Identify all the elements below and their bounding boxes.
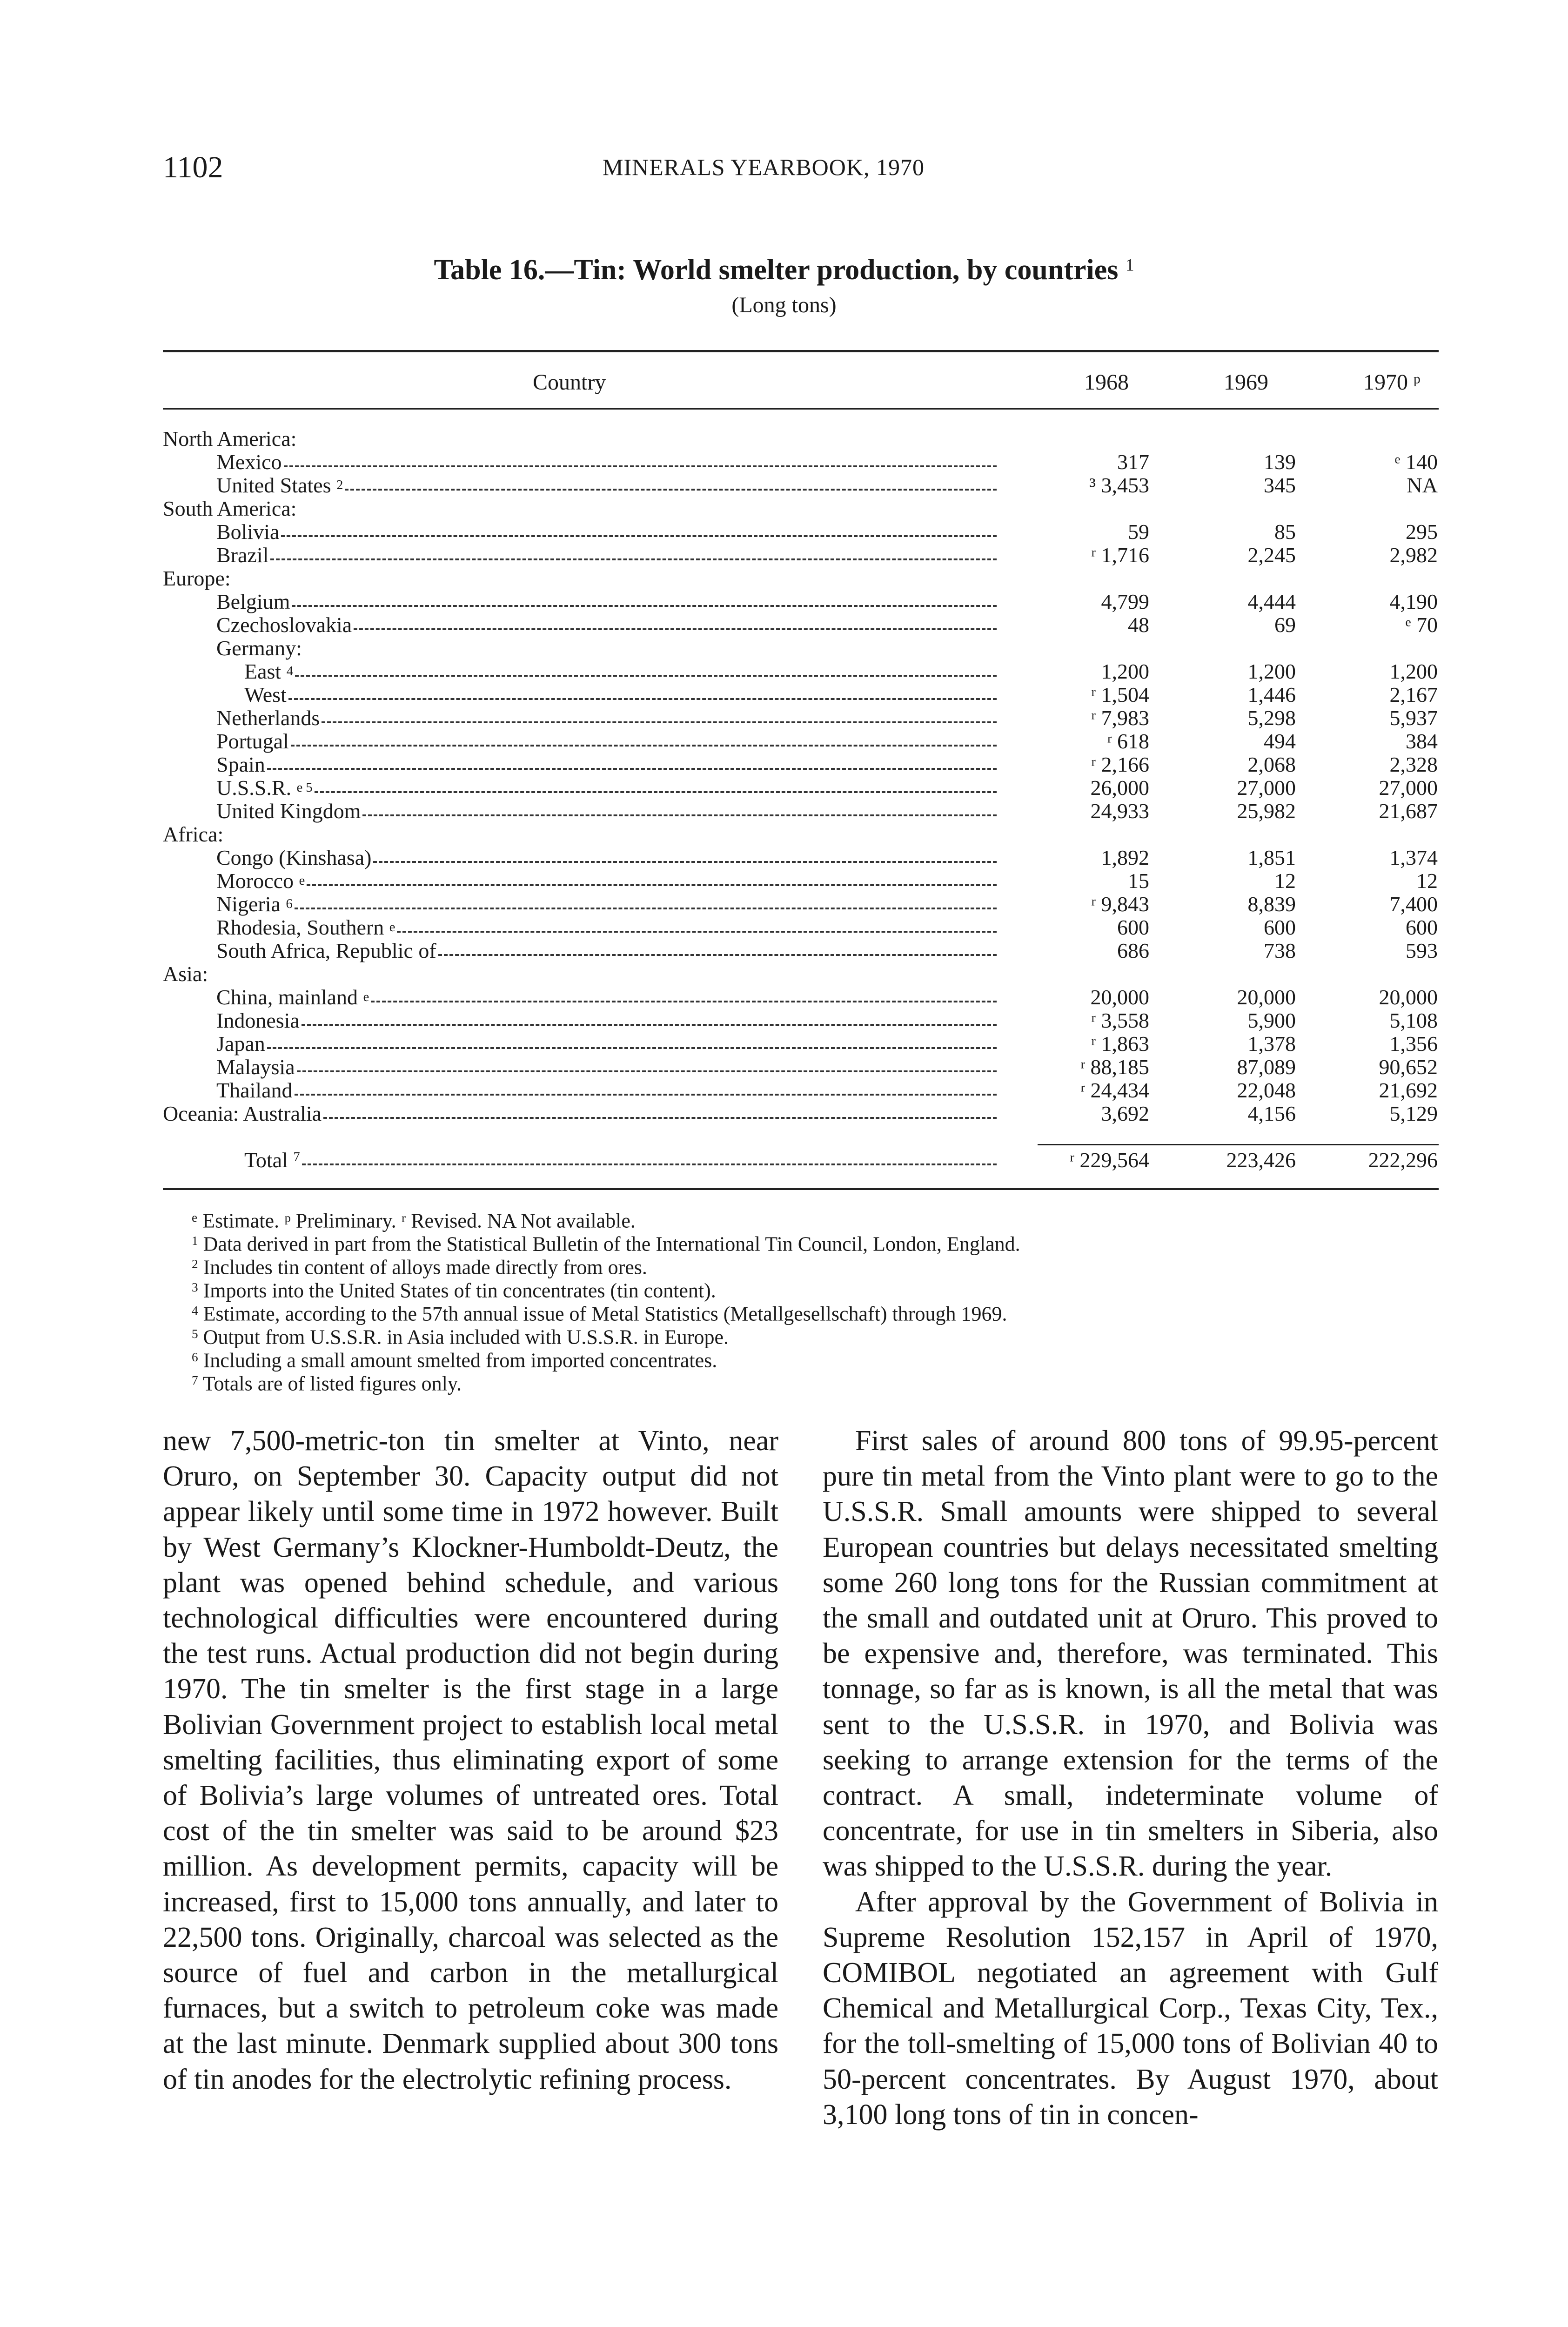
table-units: (Long tons) [731, 293, 837, 317]
country-note: 4 [286, 664, 293, 679]
row-label [244, 660, 1000, 683]
table-row [0, 916, 1568, 939]
table-row [0, 660, 1568, 683]
table-header-rule [163, 408, 1439, 410]
dot-leader [270, 558, 997, 560]
footnote [192, 1276, 716, 1302]
country-name: Rhodesia, Southern [216, 915, 384, 939]
row-label [163, 962, 1000, 986]
country-name: Oceania: Australia [163, 1102, 322, 1125]
row-label [163, 497, 1000, 520]
table-row [0, 986, 1568, 1009]
value-1968: 3,692 [1101, 1102, 1149, 1125]
country-name: Japan [216, 1032, 265, 1056]
row-label [216, 520, 1000, 544]
row-label [216, 986, 1000, 1009]
row-label [163, 823, 1000, 846]
value-1970 [1317, 823, 1438, 846]
value-1970: 2,982 [1389, 543, 1438, 567]
dot-leader [281, 535, 997, 537]
value-1968: 59 [1128, 520, 1149, 544]
table-row [0, 590, 1568, 613]
value-1969 [1177, 637, 1296, 660]
value-1968: 686 [1117, 939, 1149, 962]
table-row [0, 1079, 1568, 1102]
country-note: 2 [336, 478, 343, 492]
country-name: Indonesia [216, 1009, 300, 1032]
dot-leader [267, 768, 997, 770]
country-name: Netherlands [216, 706, 320, 730]
total-note: 7 [293, 1150, 300, 1165]
country-note: 6 [286, 897, 293, 911]
value-1970 [1317, 497, 1438, 520]
row-label [216, 730, 1000, 753]
value-1969: 5,298 [1247, 706, 1296, 730]
body-right-column [823, 1423, 1438, 2132]
footnote-mark: 3 [192, 1280, 198, 1294]
footnote-mark: 7 [192, 1373, 198, 1387]
dot-leader [438, 954, 997, 956]
table-row [0, 893, 1568, 916]
footnote [192, 1252, 647, 1279]
value-1968: 20,000 [1090, 985, 1149, 1009]
body-paragraph: new 7,500-metric-ton tin smelter at Vinto, near Oruro, on September 30. Capacity output did not appear likely until some time in 1972 however. Built by West Germany’s Klockner-Humboldt-Deutz, the plant was opened behind schedule, and various technological difficulties were encountered during the test runs. Actual production did not begin during 1970. The tin smelter is the first stage in a large Bolivian Government project to establish local metal smelting facilities, thus eliminating export of some of Bolivia’s large volumes of untreated ores. Total cost of the tin smelter was said to be around $23 million. As development permits, capacity will be increased, first to 15,000 tons annually, and later to 22,500 tons. Originally, charcoal was selected as the source of fuel and carbon in the metallurgical furnaces, but a switch to petroleum coke was made at the last minute. Denmark supplied about 300 tons of tin anodes for the electrolytic refining process. [163, 1425, 778, 2095]
dot-leader [297, 1070, 997, 1072]
country-name: Nigeria [216, 892, 281, 916]
body-paragraph: After approval by the Government of Bolivia in Supreme Resolution 152,157 in April of 1970, COMIBOL negotiated an agreement with Gulf Chemical and Metallurgical Corp., Texas City, Tex., for the toll-smelting of 15,000 tons of Bolivian 40 to 50-percent concentrates. By August 1970, about 3,100 long tons of tin in concen- [823, 1886, 1438, 2131]
country-name: North America: [163, 427, 297, 451]
country-name: Thailand [216, 1078, 293, 1102]
table-row [0, 637, 1568, 660]
table-row [0, 1032, 1568, 1056]
row-label [216, 753, 1000, 776]
value-1968: 15 [1128, 869, 1149, 893]
footnote-mark: 4 [192, 1304, 198, 1318]
value-1969: 22,048 [1237, 1078, 1296, 1102]
footnote-text: Includes tin content of alloys made directly from ores. [203, 1256, 647, 1279]
value-1969: 27,000 [1237, 776, 1296, 800]
table-row [0, 451, 1568, 474]
dot-leader [397, 931, 997, 933]
row-label [216, 939, 1000, 962]
value-1969: 4,444 [1247, 590, 1296, 613]
value-1968 [1056, 637, 1149, 660]
value-1968: ʳ 1,716 [1091, 543, 1149, 567]
value-1968: ʳ 618 [1107, 729, 1149, 753]
country-name: East [244, 659, 281, 683]
value-1969: 494 [1264, 729, 1296, 753]
value-1968: 26,000 [1090, 776, 1149, 800]
row-label [216, 869, 1000, 893]
value-1970: 1,200 [1389, 659, 1438, 683]
row-label [216, 590, 1000, 613]
row-label [216, 1079, 1000, 1102]
value-1968 [1056, 427, 1149, 451]
country-name: Africa: [163, 822, 224, 846]
table-row [0, 474, 1568, 497]
table-row [0, 730, 1568, 753]
row-label [163, 427, 1000, 451]
value-1968 [1056, 567, 1149, 590]
value-1968: 317 [1117, 450, 1149, 474]
country-name: Europe: [163, 566, 231, 590]
footnote [192, 1322, 729, 1349]
value-1968 [1056, 962, 1149, 986]
row-label [244, 683, 1000, 706]
country-name: Malaysia [216, 1055, 295, 1079]
country-name: China, mainland [216, 985, 358, 1009]
value-1969: 1,200 [1247, 659, 1296, 683]
dot-leader [315, 791, 997, 793]
country-name: Asia: [163, 962, 208, 986]
value-1968: ʳ 2,166 [1091, 753, 1149, 776]
row-label [216, 1056, 1000, 1079]
table-title-note: 1 [1125, 256, 1134, 275]
footnote [192, 1206, 636, 1232]
value-1968: 1,892 [1101, 846, 1149, 869]
col-header-country: Country [533, 370, 606, 395]
total-label-text [244, 1146, 300, 1172]
table-row [0, 869, 1568, 893]
dot-leader [302, 1164, 997, 1165]
value-1969: 1,378 [1247, 1032, 1296, 1056]
row-label [216, 800, 1000, 823]
value-1969 [1177, 567, 1296, 590]
col-header-1970-year: 1970 [1363, 370, 1408, 395]
dot-leader [291, 745, 997, 747]
row-label [216, 1009, 1000, 1032]
table-row [0, 497, 1568, 520]
value-1970: 2,328 [1389, 753, 1438, 776]
value-1970: 600 [1406, 915, 1438, 939]
table-row [0, 567, 1568, 590]
footnote [192, 1345, 717, 1372]
value-1970 [1317, 567, 1438, 590]
value-1969: 12 [1274, 869, 1296, 893]
footnote-mark: e [192, 1211, 198, 1224]
dot-leader [354, 628, 997, 630]
value-1968: 48 [1128, 613, 1149, 637]
table-title [0, 254, 1568, 287]
value-1970: 90,652 [1379, 1055, 1438, 1079]
col-header-1970 [1363, 370, 1421, 395]
row-label [163, 567, 1000, 590]
value-1970: 12 [1416, 869, 1438, 893]
total-1968: ʳ 229,564 [1070, 1148, 1149, 1172]
country-note: e 5 [296, 780, 313, 795]
value-1968: ʳ 88,185 [1080, 1055, 1149, 1079]
value-1969: 2,245 [1247, 543, 1296, 567]
value-1969 [1177, 497, 1296, 520]
value-1969: 4,156 [1247, 1102, 1296, 1125]
footnote-mark: 5 [192, 1327, 198, 1341]
total-label [244, 1149, 1000, 1172]
total-rule [1038, 1144, 1439, 1145]
value-1970 [1317, 637, 1438, 660]
table-row [0, 1056, 1568, 1079]
footnote-text: Imports into the United States of tin concentrates (tin content). [203, 1279, 716, 1302]
country-name: Belgium [216, 590, 290, 613]
value-1970 [1317, 427, 1438, 451]
value-1968: ʳ 1,863 [1091, 1032, 1149, 1056]
value-1969: 87,089 [1237, 1055, 1296, 1079]
dot-leader [267, 1047, 997, 1049]
dot-leader [322, 721, 997, 723]
value-1968: ʳ 7,983 [1091, 706, 1149, 730]
value-1970: 21,687 [1379, 799, 1438, 823]
country-name: Brazil [216, 543, 269, 567]
table-row [0, 427, 1568, 451]
value-1970: 593 [1406, 939, 1438, 962]
value-1970: 27,000 [1379, 776, 1438, 800]
table-row [0, 1009, 1568, 1032]
value-1969 [1177, 427, 1296, 451]
row-label [216, 893, 1000, 916]
dot-leader [345, 489, 997, 491]
footnote-text: Output from U.S.S.R. in Asia included with U.S.S.R. in Europe. [203, 1325, 729, 1349]
table-bottom-rule [163, 1188, 1439, 1190]
value-1968: 1,200 [1101, 659, 1149, 683]
dot-leader [307, 884, 997, 886]
footnote-text: Including a small amount smelted from imported concentrates. [203, 1349, 717, 1372]
total-1969: 223,426 [1226, 1148, 1296, 1172]
row-label [216, 1032, 1000, 1056]
dot-leader [284, 465, 997, 467]
country-name: Congo (Kinshasa) [216, 846, 372, 869]
value-1969: 69 [1274, 613, 1296, 637]
row-label [216, 706, 1000, 730]
value-1968: ʳ 24,434 [1080, 1078, 1149, 1102]
value-1968: 24,933 [1090, 799, 1149, 823]
dot-leader [371, 1001, 997, 1002]
value-1970 [1317, 962, 1438, 986]
dot-leader [295, 675, 997, 677]
dot-leader [373, 861, 997, 863]
country-name: Portugal [216, 729, 289, 753]
value-1969: 5,900 [1247, 1009, 1296, 1032]
row-label [216, 451, 1000, 474]
footnote-text: Estimate. ᵖ Preliminary. ʳ Revised. NA Not available. [202, 1209, 636, 1232]
table-row [0, 823, 1568, 846]
footnote [192, 1229, 1020, 1256]
footnote-mark: 1 [192, 1234, 198, 1248]
value-1969: 8,839 [1247, 892, 1296, 916]
value-1968: ʳ 3,558 [1091, 1009, 1149, 1032]
value-1968: 600 [1117, 915, 1149, 939]
table-row [0, 846, 1568, 869]
footnote-mark: 2 [192, 1257, 198, 1271]
value-1968 [1056, 497, 1149, 520]
value-1969: 25,982 [1237, 799, 1296, 823]
col-header-1969: 1969 [1224, 370, 1268, 395]
value-1969: 1,851 [1247, 846, 1296, 869]
value-1970: 295 [1406, 520, 1438, 544]
footnote-text: Totals are of listed figures only. [202, 1372, 462, 1395]
col-header-1968: 1968 [1084, 370, 1129, 395]
table-title-text: Table 16.—Tin: World smelter production, by countries [434, 254, 1119, 286]
value-1969: 600 [1264, 915, 1296, 939]
value-1970: 5,129 [1389, 1102, 1438, 1125]
table-row [0, 683, 1568, 706]
col-header-1970-note: p [1414, 371, 1421, 387]
dot-leader [295, 908, 997, 909]
country-name: South Africa, Republic of [216, 939, 436, 962]
country-name: Spain [216, 753, 265, 776]
country-name: West [244, 683, 287, 706]
dot-leader [288, 698, 997, 700]
value-1969 [1177, 962, 1296, 986]
dot-leader [362, 814, 997, 816]
country-name: United States [216, 473, 331, 497]
value-1970: 2,167 [1389, 683, 1438, 706]
row-label [216, 776, 1000, 800]
value-1970: ᵉ 140 [1394, 450, 1438, 474]
country-name: Morocco [216, 869, 294, 893]
value-1970: 1,356 [1389, 1032, 1438, 1056]
value-1968 [1056, 823, 1149, 846]
table-row [0, 520, 1568, 544]
value-1970: 21,692 [1379, 1078, 1438, 1102]
value-1968: ʳ 1,504 [1091, 683, 1149, 706]
table-row [0, 544, 1568, 567]
dot-leader [323, 1117, 997, 1119]
value-1970: 5,108 [1389, 1009, 1438, 1032]
value-1969: 1,446 [1247, 683, 1296, 706]
row-label [216, 474, 1000, 497]
row-label [216, 613, 1000, 637]
country-name: South America: [163, 497, 297, 520]
dot-leader [292, 605, 997, 607]
country-name: United Kingdom [216, 799, 361, 823]
country-name: Germany: [216, 636, 302, 660]
country-name: Bolivia [216, 520, 280, 544]
value-1970: 20,000 [1379, 985, 1438, 1009]
country-note: e [389, 920, 395, 935]
footnote [192, 1369, 462, 1395]
footnote [192, 1299, 1007, 1325]
total-text: Total [244, 1148, 288, 1172]
table-row [0, 753, 1568, 776]
country-note: e [299, 874, 305, 888]
value-1970: 7,400 [1389, 892, 1438, 916]
value-1970: NA [1407, 473, 1438, 497]
body-left-column [163, 1423, 778, 2097]
table-row [0, 776, 1568, 800]
footnote-text: Estimate, according to the 57th annual issue of Metal Statistics (Metallgesellschaft) through 1969. [203, 1302, 1007, 1325]
value-1970: 4,190 [1389, 590, 1438, 613]
country-name: Czechoslovakia [216, 613, 352, 637]
table-total-row [0, 1149, 1568, 1172]
table-top-rule [163, 350, 1439, 352]
country-name: U.S.S.R. [216, 776, 292, 800]
value-1969: 345 [1264, 473, 1296, 497]
row-label [216, 846, 1000, 869]
value-1970: 1,374 [1389, 846, 1438, 869]
value-1969: 2,068 [1247, 753, 1296, 776]
value-1970: 384 [1406, 729, 1438, 753]
table-row [0, 1102, 1568, 1125]
table-row [0, 706, 1568, 730]
value-1969: 738 [1264, 939, 1296, 962]
value-1969: 20,000 [1237, 985, 1296, 1009]
table-row [0, 800, 1568, 823]
footnote-mark: 6 [192, 1350, 198, 1364]
row-label [216, 544, 1000, 567]
row-label [216, 637, 1000, 660]
dot-leader [295, 1094, 997, 1096]
page-number: 1102 [163, 150, 223, 184]
running-title: MINERALS YEARBOOK, 1970 [603, 154, 925, 180]
table-row [0, 613, 1568, 637]
footnote-text: Data derived in part from the Statistical Bulletin of the International Tin Council, London, England. [203, 1232, 1020, 1256]
value-1969 [1177, 823, 1296, 846]
table-row [0, 962, 1568, 986]
row-label [163, 1102, 1000, 1125]
value-1969: 139 [1264, 450, 1296, 474]
total-1970: 222,296 [1368, 1148, 1438, 1172]
table-row [0, 939, 1568, 962]
value-1969: 85 [1274, 520, 1296, 544]
dot-leader [302, 1024, 997, 1026]
value-1968: 4,799 [1101, 590, 1149, 613]
country-note: e [363, 990, 369, 1004]
country-name: Mexico [216, 450, 282, 474]
value-1968: ʳ 9,843 [1091, 892, 1149, 916]
value-1970: ᵉ 70 [1405, 613, 1438, 637]
body-paragraph: First sales of around 800 tons of 99.95-percent pure tin metal from the Vinto plant were to go to the U.S.S.R. Small amounts were shipped to several European countries but delays necessitated smelting some 260 long tons for the Russian commitment at the small and outdated unit at Oruro. This proved to be expensive and, therefore, was terminated. This tonnage, so far as is known, is all the metal that was sent to the U.S.S.R. in 1970, and Bolivia was seeking to arrange extension for the terms of the contract. A small, indeterminate volume of concentrate, for use in tin smelters in Siberia, also was shipped to the U.S.S.R. during the year. [823, 1425, 1438, 1883]
row-label [216, 916, 1000, 939]
value-1970: 5,937 [1389, 706, 1438, 730]
value-1968: ³ 3,453 [1089, 473, 1149, 497]
